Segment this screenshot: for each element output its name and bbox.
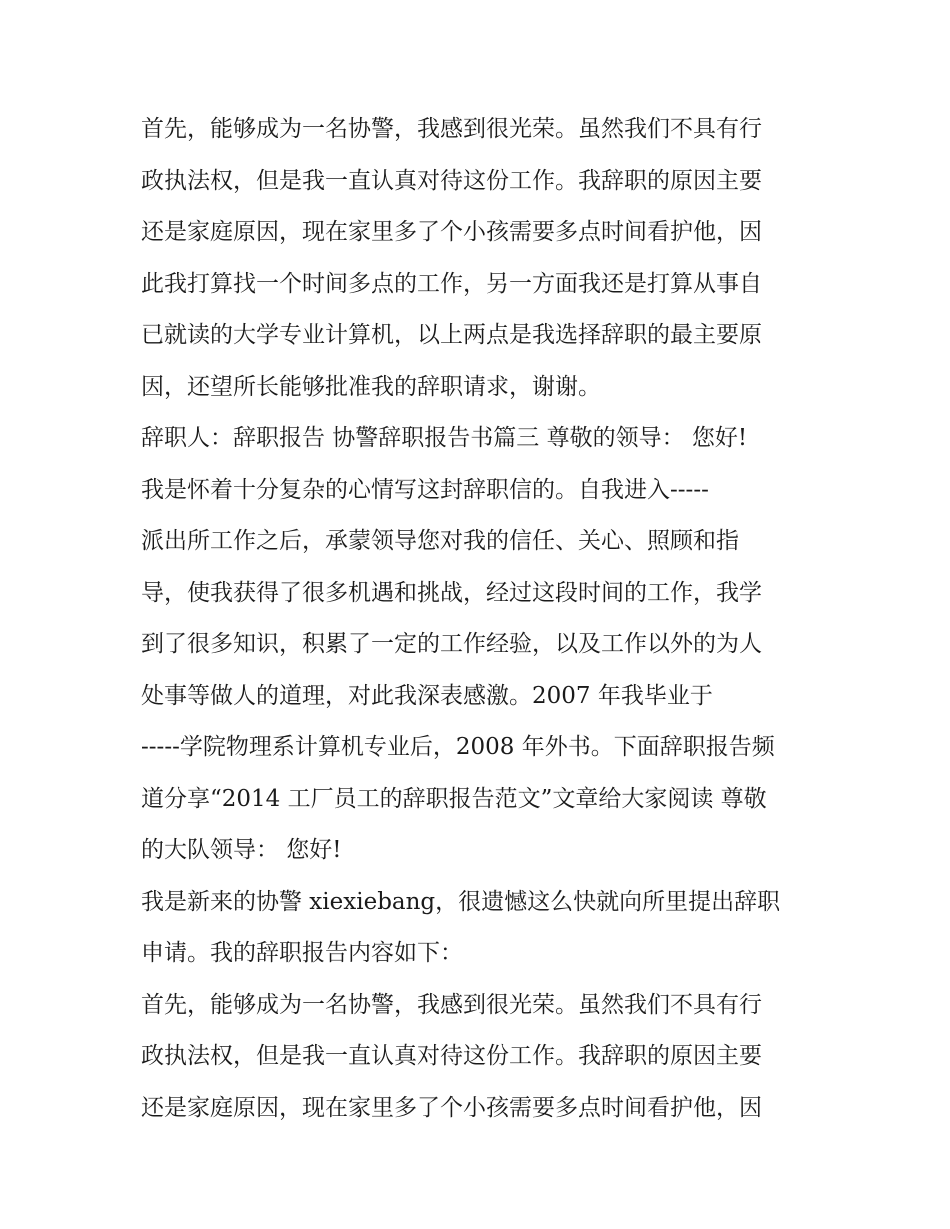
text-line: 此我打算找一个时间多点的工作，另一方面我还是打算从事自	[141, 270, 762, 297]
text-line: 首先，能够成为一名协警，我感到很光荣。虽然我们不具有行	[141, 991, 762, 1018]
text-line: 还是家庭原因，现在家里多了个小孩需要多点时间看护他，因	[141, 1094, 762, 1121]
text-line: -----学院物理系计算机专业后，2008 年外书。下面辞职报告频	[141, 734, 775, 760]
text-line: 我是新来的协警 xiexiebang，很遗憾这么快就向所里提出辞职	[141, 888, 781, 915]
text-line: 因，还望所长能够批准我的辞职请求，谢谢。	[141, 373, 601, 400]
text-line: 道分享“2014 工厂员工的辞职报告范文”文章给大家阅读 尊敬	[141, 785, 767, 812]
text-line: 已就读的大学专业计算机，以上两点是我选择辞职的最主要原	[141, 322, 762, 348]
text-line: 到了很多知识，积累了一定的工作经验，以及工作以外的为人	[141, 631, 762, 657]
text-line: 导，使我获得了很多机遇和挑战，经过这段时间的工作，我学	[141, 579, 762, 606]
text-line: 政执法权，但是我一直认真对待这份工作。我辞职的原因主要	[141, 1043, 762, 1069]
document-body	[141, 104, 821, 1134]
text-line: 派出所工作之后，承蒙领导您对我的信任、关心、照顾和指	[141, 528, 739, 554]
text-line: 申请。我的辞职报告内容如下：	[141, 940, 463, 966]
text-line: 处事等做人的道理，对此我深表感激。2007 年我毕业于	[141, 682, 713, 709]
text-line: 我是怀着十分复杂的心情写这封辞职信的。自我进入-----	[141, 476, 709, 503]
text-line: 政执法权，但是我一直认真对待这份工作。我辞职的原因主要	[141, 167, 762, 194]
text-line: 的大队领导： 您好!	[141, 837, 342, 863]
text-line: 首先，能够成为一名协警，我感到很光荣。虽然我们不具有行	[141, 116, 762, 142]
text-line: 还是家庭原因，现在家里多了个小孩需要多点时间看护他，因	[141, 219, 762, 245]
text-line: 辞职人：辞职报告 协警辞职报告书篇三 尊敬的领导： 您好!	[141, 425, 748, 451]
